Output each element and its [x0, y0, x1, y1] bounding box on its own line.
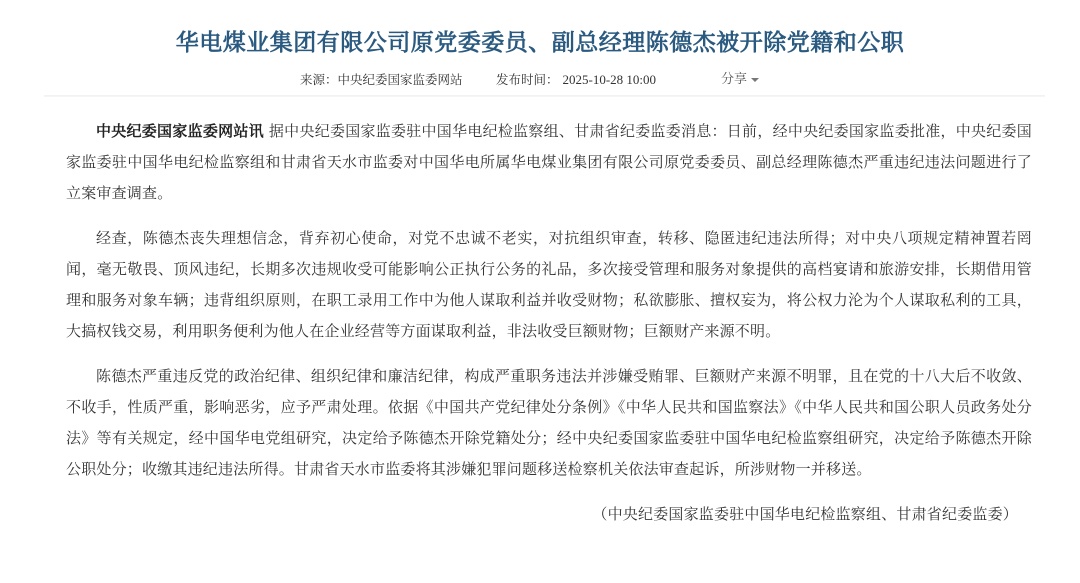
article-paragraph [66, 116, 1032, 209]
article-signature: （中央纪委国家监委驻中国华电纪检监察组、甘肃省纪委监委） [592, 505, 1018, 523]
article-paragraph [66, 361, 1032, 485]
source-info [300, 70, 463, 88]
article-paragraph [66, 223, 1032, 347]
publish-time-label: 发布时间： [496, 72, 559, 87]
header-divider [44, 95, 1045, 97]
publish-time [496, 70, 656, 88]
dateline-lead: 中央纪委国家监委网站讯 [96, 122, 264, 140]
share-dropdown-button[interactable] [721, 68, 759, 87]
source-label: 来源： [300, 72, 338, 87]
source-value: 中央纪委国家监委网站 [337, 72, 463, 87]
paragraph-text: 经查，陈德杰丧失理想信念，背弃初心使命，对党不忠诚不老实，对抗组织审查，转移、隐匿违纪违法所得；对中央八项规定精神置若罔闻，毫无敬畏、顶风违纪，长期多次违规收受可能影响公正执行公务的礼品，多次接受管理和服务对象提供的高档宴请和旅游安排，长期借用管理和服务对象车辆；违背组织原则，在职工录用工作中为他人谋取利益并收受财物；私欲膨胀、擅权妄为，将公权力沦为个人谋取私利的工具，大搞权钱交易，利用职务便利为他人在企业经营等方面谋取利益，非法收受巨额财物；巨额财产来源不明。 [66, 229, 1032, 340]
article-meta [0, 68, 1080, 88]
share-label: 分享 [721, 72, 748, 87]
publish-time-value: 2025-10-28 10:00 [562, 72, 657, 87]
paragraph-text: 陈德杰严重违反党的政治纪律、组织纪律和廉洁纪律，构成严重职务违法并涉嫌受贿罪、巨额财产来源不明罪，且在党的十八大后不收敛、不收手，性质严重，影响恶劣，应予严肃处理。依据《中国共产党纪律处分条例》《中华人民共和国监察法》《中华人民共和国公职人员政务处分法》等有关规定，经中国华电党组研究，决定给予陈德杰开除党籍处分；经中央纪委国家监委驻中国华电纪检监察组研究，决定给予陈德杰开除公职处分；收缴其违纪违法所得。甘肃省天水市监委将其涉嫌犯罪问题移送检察机关依法审查起诉，所涉财物一并移送。 [66, 367, 1032, 478]
caret-down-icon [751, 78, 759, 82]
paragraph-text: 据中央纪委国家监委驻中国华电纪检监察组、甘肃省纪委监委消息：日前，经中央纪委国家监委批准，中央纪委国家监委驻中国华电纪检监察组和甘肃省天水市监委对中国华电所属华电煤业集团有限公司原党委委员、副总经理陈德杰严重违纪违法问题进行了立案审查调查。 [66, 122, 1032, 202]
article-body [66, 116, 1032, 544]
article-title: 华电煤业集团有限公司原党委委员、副总经理陈德杰被开除党籍和公职 [175, 30, 905, 57]
